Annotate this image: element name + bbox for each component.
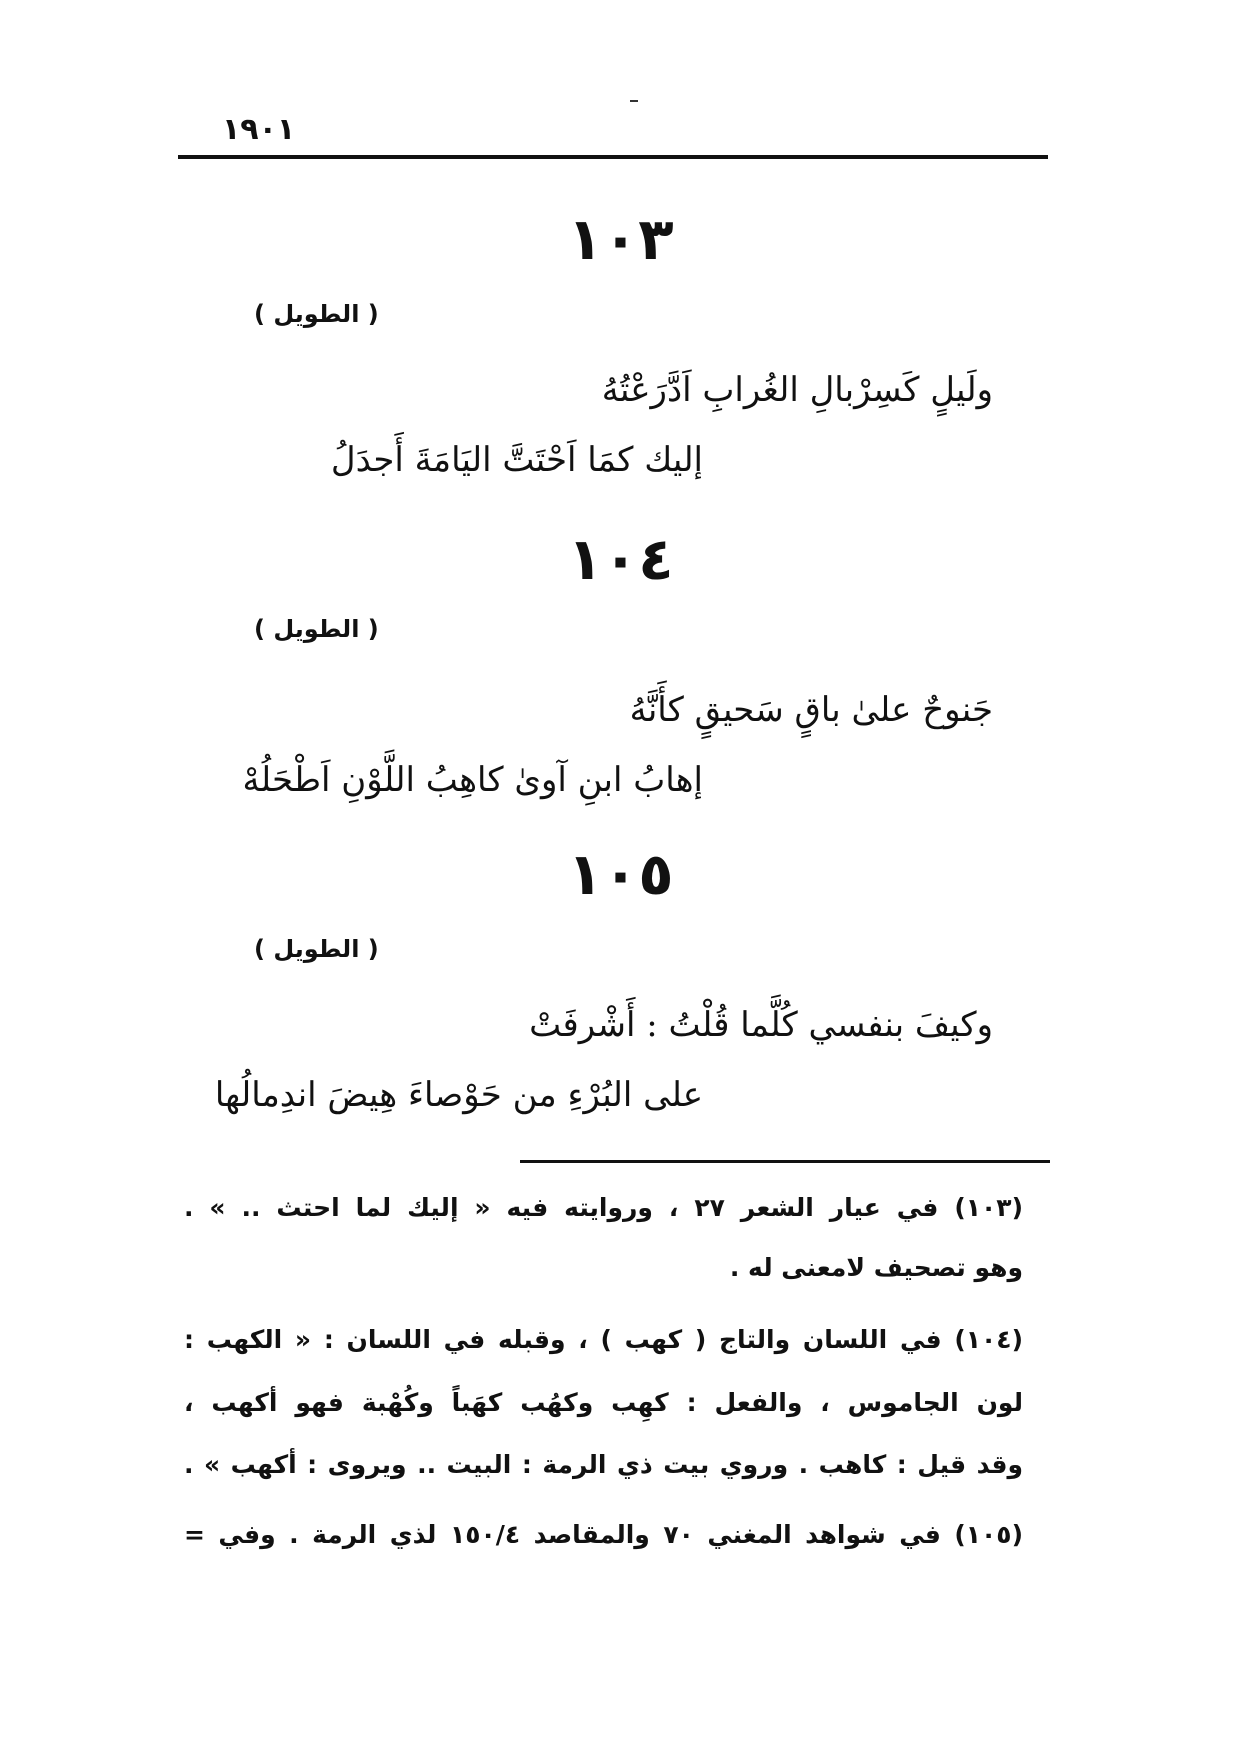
verse-104-second-hemistich: إهابُ ابنِ آوىٰ كاهِبُ اللَّوْنِ اَطْحَلُهْ xyxy=(242,760,703,800)
poem-number-105: ١٠٥ xyxy=(567,840,674,908)
footnote-103-line-1: (١٠٣) في عيار الشعر ٢٧ ، وروايته فيه « إليك لما احتث .. » . xyxy=(184,1193,1023,1222)
poem-number-103: ١٠٣ xyxy=(567,205,674,273)
meter-label-104: ( الطويل ) xyxy=(254,615,379,643)
verse-103-first-hemistich: ولَيلٍ كَسِرْبالِ الغُرابِ اَدَّرَعْتُهُ xyxy=(601,370,993,410)
footnote-104-line-1: (١٠٤) في اللسان والتاج ( كهب ) ، وقبله في اللسان : « الكهب : xyxy=(184,1325,1023,1354)
scan-speck xyxy=(630,100,638,102)
footnotes-rule xyxy=(520,1160,1050,1163)
footnote-104-line-2: لون الجاموس ، والفعل : كهِب وكهُب كهَباً وكُهْبة فهو أكهب ، xyxy=(184,1388,1023,1417)
verse-105-second-hemistich: على البُرْءِ من حَوْصاءَ هِيضَ اندِمالُها xyxy=(214,1075,703,1115)
meter-label-103: ( الطويل ) xyxy=(254,300,379,328)
verse-105-first-hemistich: وكيفَ بنفسي كُلَّما قُلْتُ : أَشْرفَتْ xyxy=(529,1005,993,1045)
header-rule xyxy=(178,155,1048,159)
footnote-104-line-3: وقد قيل : كاهب . وروي بيت ذي الرمة : البيت .. ويروى : أكهب » . xyxy=(184,1450,1023,1479)
verse-104-first-hemistich: جَنوحٌ علىٰ باقٍ سَحيقٍ كأَنَّهُ xyxy=(629,690,993,730)
footnote-103-line-2: وهو تصحيف لامعنى له . xyxy=(729,1253,1023,1282)
footnote-105-line-1: (١٠٥) في شواهد المغني ٧٠ والمقاصد ١٥٠/٤ لذي الرمة . وفي = xyxy=(184,1520,1023,1549)
page-number: ١٩٠١ xyxy=(222,112,296,147)
poem-number-104: ١٠٤ xyxy=(567,525,674,593)
meter-label-105: ( الطويل ) xyxy=(254,935,379,963)
verse-103-second-hemistich: إليك كمَا اَحْتَتَّ اليَامَةَ أَجدَلُ xyxy=(330,440,703,480)
